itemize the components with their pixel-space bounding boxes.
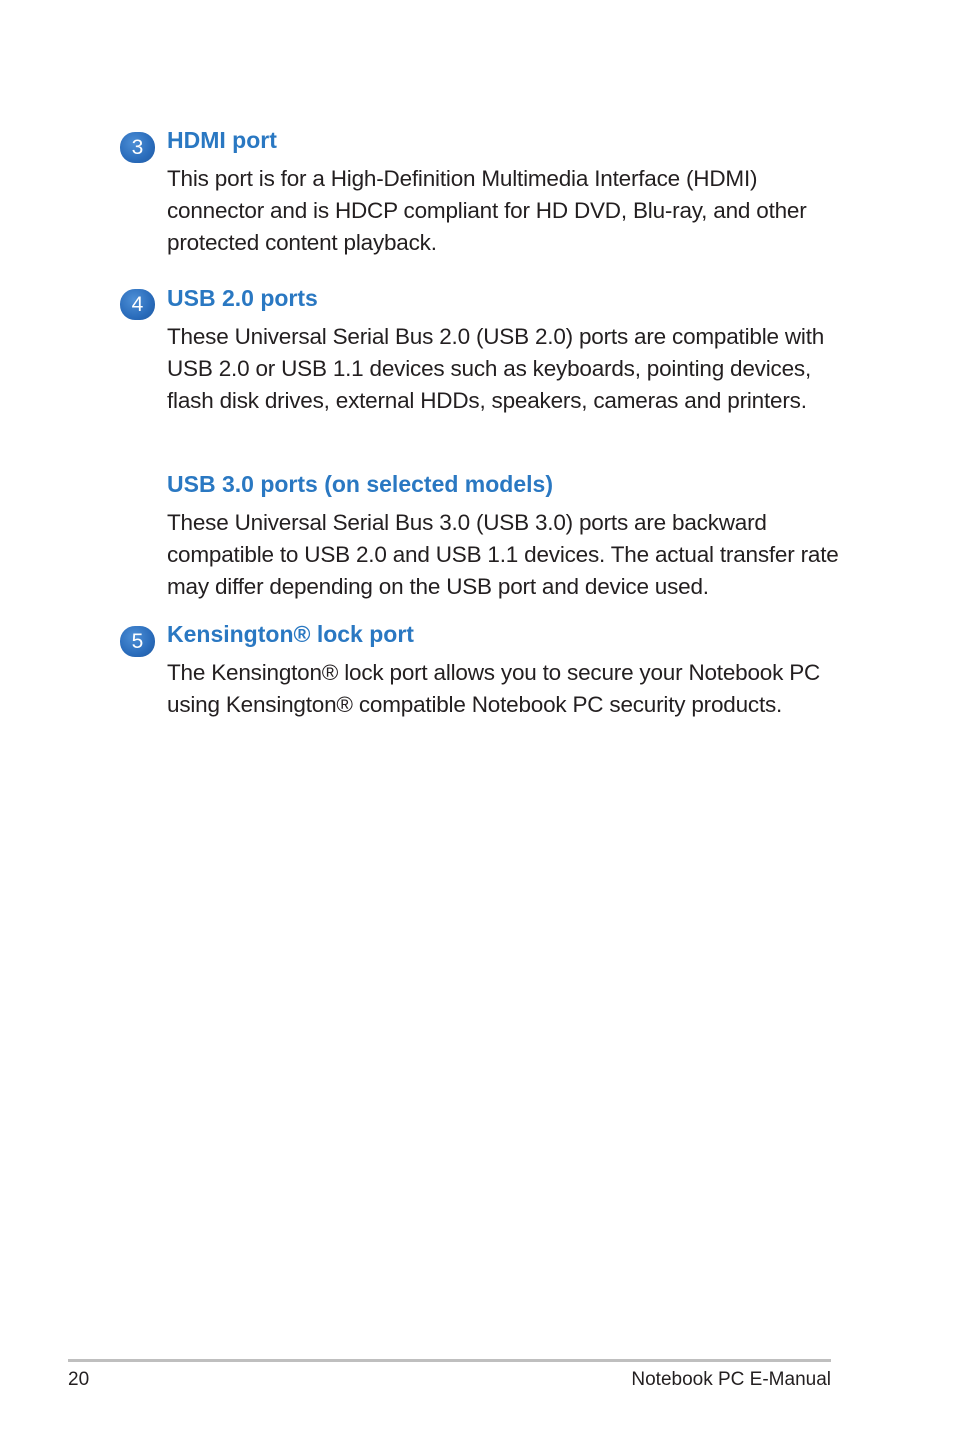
section-body: These Universal Serial Bus 2.0 (USB 2.0) ports are compatible with USB 2.0 or USB 1.1 devices such as keyboards, pointing devices, flash disk drives, external HDDs, speakers, cameras and printers. [167,324,825,413]
section-hdmi-port [131,125,847,259]
footer-divider [68,1359,831,1362]
manual-title: Notebook PC E-Manual [631,1369,831,1390]
callout-number-badge: 4 [120,289,155,320]
section-body: This port is for a High-Definition Multimedia Interface (HDMI) connector and is HDCP compliant for HD DVD, Blu-ray, and other protected content playback. [167,166,807,255]
section-usb3-ports [167,469,847,603]
callout-number-badge: 5 [120,626,155,657]
page-number: 20 [68,1369,90,1390]
section-usb2-ports [131,283,847,417]
section-heading: USB 2.0 ports [167,285,318,311]
section-heading: USB 3.0 ports (on selected models) [167,471,553,497]
section-body: These Universal Serial Bus 3.0 (USB 3.0) ports are backward compatible to USB 2.0 and USB 1.1 devices. The actual transfer rate may differ depending on the USB port and device used. [167,510,839,599]
section-body: The Kensington® lock port allows you to secure your Notebook PC using Kensington® compatible Notebook PC security products. [167,660,821,717]
section-heading: HDMI port [167,127,277,153]
section-kensington-lock-port [131,619,847,721]
callout-number-badge: 3 [120,132,155,163]
section-heading: Kensington® lock port [167,621,414,647]
